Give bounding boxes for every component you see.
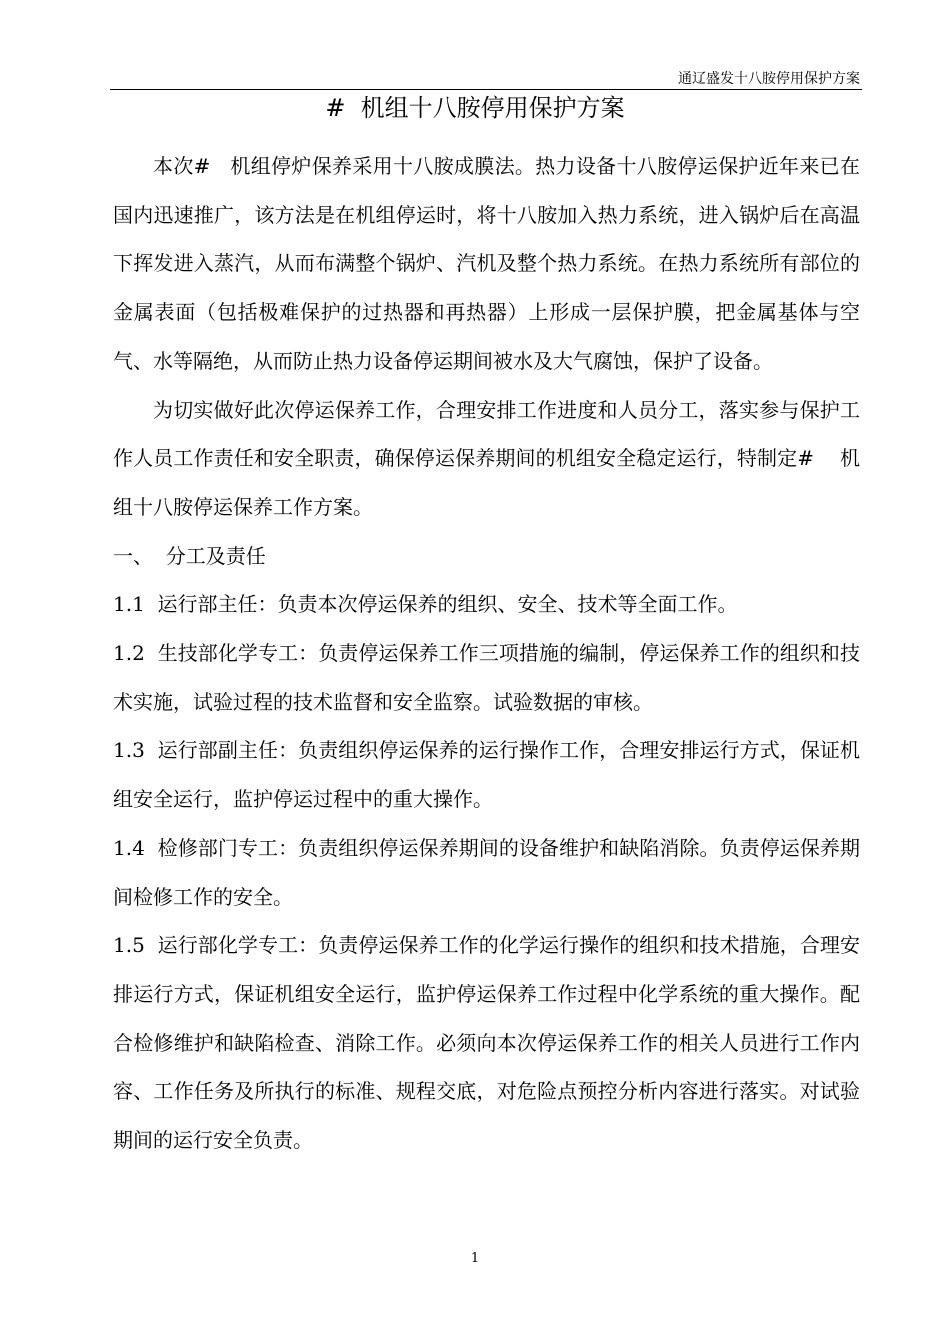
list-item: 1.5 运行部化学专工：负责停运保养工作的化学运行操作的组织和技术措施，合理安排运行方式，保证机组安全运行，监护停运保养工作过程中化学系统的重大操作。配合检修维护和缺陷检查、消除工作。必须向本次停运保养工作的相关人员进行工作内容、工作任务及所执行的标准、规程交底，对危险点预控分析内容进行落实。对试验期间的运行安全负责。 [113, 933, 860, 1153]
running-header: 通辽盛发十八胺停用保护方案 [678, 71, 860, 87]
list-item: 1.2 生技部化学专工：负责停运保养工作三项措施的编制，停运保养工作的组织和技术实施，试验过程的技术监督和安全监察。试验数据的审核。 [113, 641, 860, 714]
intro-paragraph: 本次# 机组停炉保养采用十八胺成膜法。热力设备十八胺停运保护近年来已在国内迅速推广，该方法是在机组停运时，将十八胺加入热力系统，进入锅炉后在高温下挥发进入蒸汽，从而布满整个锅炉、汽机及整个热力系统。在热力系统所有部位的金属表面（包括极难保护的过热器和再热器）上形成一层保护膜，把金属基体与空气、水等隔绝，从而防止热力设备停运期间被水及大气腐蚀，保护了设备。 [113, 154, 860, 373]
document-title: # 机组十八胺停用保护方案 [325, 94, 625, 122]
page-number: 1 [470, 1251, 480, 1266]
list-item: 1.4 检修部门专工：负责组织停运保养期间的设备维护和缺陷消除。负责停运保养期间检修工作的安全。 [113, 835, 860, 909]
list-item: 1.1 运行部主任：负责本次停运保养的组织、安全、技术等全面工作。 [113, 592, 738, 617]
section-heading: 一、 分工及责任 [113, 543, 266, 568]
list-item: 1.3 运行部副主任：负责组织停运保养的运行操作工作，合理安排运行方式，保证机组安全运行，监护停运过程中的重大操作。 [113, 738, 860, 812]
purpose-paragraph: 为切实做好此次停运保养工作，合理安排工作进度和人员分工，落实参与保护工作人员工作责任和安全职责，确保停运保养期间的机组安全稳定运行，特制定# 机组十八胺停运保养工作方案。 [113, 397, 860, 519]
document-body [113, 142, 860, 1165]
